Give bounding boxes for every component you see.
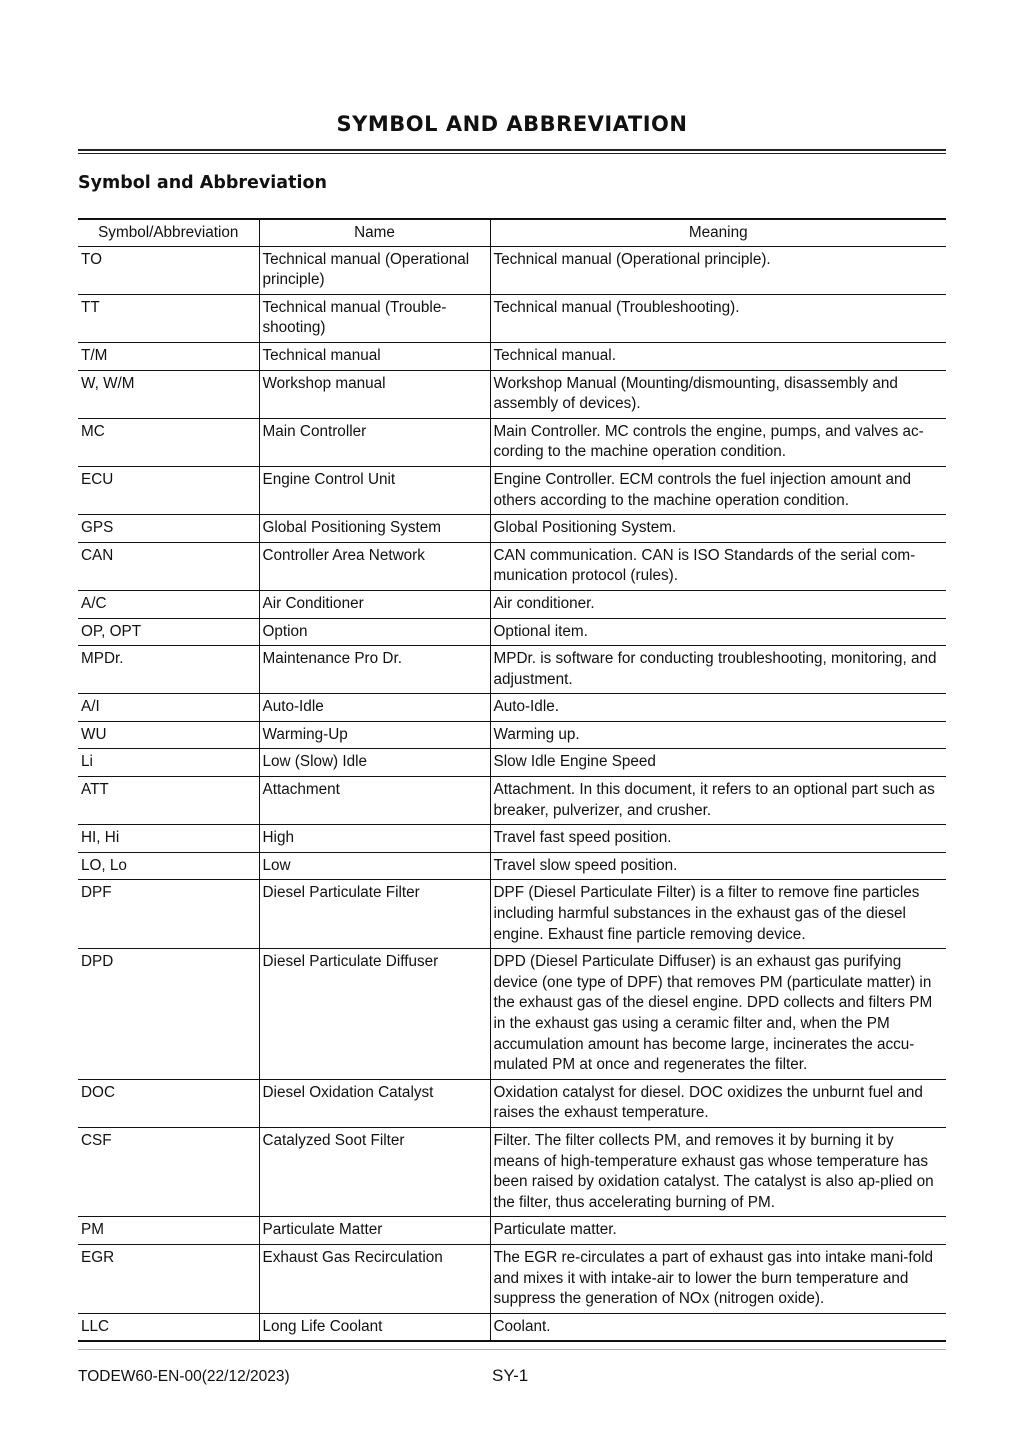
meaning-cell: Filter. The filter collects PM, and removes it by burning it by means of high-temperature exhaust gas whose temperature has been raised by oxidation catalyst. The catalyst is also ap-plied on the filter, thus accelerating burning of PM. (490, 1127, 946, 1216)
meaning-cell: Optional item. (490, 618, 946, 646)
table-row (78, 646, 946, 694)
name-cell: Exhaust Gas Recirculation (259, 1244, 490, 1313)
name-cell: Option (259, 618, 490, 646)
name-cell: Workshop manual (259, 370, 490, 418)
symbol-cell: MPDr. (78, 646, 259, 694)
symbol-cell: T/M (78, 342, 259, 370)
table-row (78, 777, 946, 825)
table-row (78, 721, 946, 749)
table-row (78, 418, 946, 466)
name-cell: Attachment (259, 777, 490, 825)
table-row (78, 590, 946, 618)
name-cell: Warming-Up (259, 721, 490, 749)
meaning-cell: Technical manual (Operational principle). (490, 246, 946, 294)
meaning-cell: Global Positioning System. (490, 515, 946, 543)
symbol-cell: TO (78, 246, 259, 294)
meaning-cell: Engine Controller. ECM controls the fuel injection amount and others according to the machine operation condition. (490, 466, 946, 514)
name-cell: Maintenance Pro Dr. (259, 646, 490, 694)
symbol-cell: A/C (78, 590, 259, 618)
meaning-cell: Slow Idle Engine Speed (490, 749, 946, 777)
table-row (78, 949, 946, 1080)
symbol-cell: OP, OPT (78, 618, 259, 646)
name-cell: Auto-Idle (259, 694, 490, 722)
table-header-row (78, 219, 946, 246)
name-cell: Engine Control Unit (259, 466, 490, 514)
name-cell: Technical manual (259, 342, 490, 370)
name-cell: Main Controller (259, 418, 490, 466)
symbol-cell: A/I (78, 694, 259, 722)
table-row (78, 825, 946, 853)
symbol-cell: GPS (78, 515, 259, 543)
symbol-cell: CSF (78, 1127, 259, 1216)
name-cell: Air Conditioner (259, 590, 490, 618)
symbol-cell: ATT (78, 777, 259, 825)
page-title: SYMBOL AND ABBREVIATION (336, 112, 688, 136)
table-row (78, 246, 946, 294)
name-cell: High (259, 825, 490, 853)
symbol-cell: EGR (78, 1244, 259, 1313)
symbol-cell: DOC (78, 1079, 259, 1127)
symbol-cell: HI, Hi (78, 825, 259, 853)
symbol-cell: PM (78, 1217, 259, 1245)
symbol-cell: LLC (81, 1317, 110, 1335)
meaning-cell: The EGR re-circulates a part of exhaust gas into intake mani-fold and mixes it with intake-air to lower the burn temperature and suppress the generation of NOx (nitrogen oxide). (490, 1244, 946, 1313)
table-row (78, 515, 946, 543)
symbol-cell: Li (78, 749, 259, 777)
meaning-cell: Technical manual. (490, 342, 946, 370)
symbol-cell: DPD (78, 949, 259, 1080)
table-row (78, 294, 946, 342)
meaning-cell: Workshop Manual (Mounting/dismounting, disassembly and assembly of devices). (490, 370, 946, 418)
symbol-cell: WU (78, 721, 259, 749)
table-row (78, 694, 946, 722)
name-cell: Catalyzed Soot Filter (259, 1127, 490, 1216)
table-row (78, 852, 946, 880)
meaning-cell: Air conditioner. (490, 590, 946, 618)
column-header-meaning: Meaning (490, 219, 946, 246)
table-row (78, 1244, 946, 1313)
name-cell: Low (259, 852, 490, 880)
name-cell: Particulate Matter (259, 1217, 490, 1245)
table-row (78, 342, 946, 370)
symbol-cell: CAN (78, 542, 259, 590)
table-row (78, 749, 946, 777)
table-row (78, 370, 946, 418)
name-cell: Global Positioning System (259, 515, 490, 543)
table-row (78, 618, 946, 646)
title-rule-thin (78, 153, 946, 154)
abbreviation-table (78, 218, 946, 1342)
meaning-cell: Warming up. (490, 721, 946, 749)
symbol-cell: TT (78, 294, 259, 342)
name-cell: Diesel Particulate Filter (259, 880, 490, 949)
table-row (78, 880, 946, 949)
table-body (78, 246, 946, 1341)
meaning-cell: Main Controller. MC controls the engine, pumps, and valves ac-cording to the machine operation condition. (490, 418, 946, 466)
table-row (78, 1217, 946, 1245)
meaning-cell: Particulate matter. (490, 1217, 946, 1245)
meaning-cell: Travel fast speed position. (490, 825, 946, 853)
title-rule (78, 149, 946, 151)
meaning-cell: Attachment. In this document, it refers to an optional part such as breaker, pulverizer, and crusher. (490, 777, 946, 825)
name-cell: Low (Slow) Idle (259, 749, 490, 777)
symbol-cell: MC (78, 418, 259, 466)
symbol-cell: LO, Lo (78, 852, 259, 880)
name-cell: Diesel Oxidation Catalyst (259, 1079, 490, 1127)
symbol-cell: ECU (78, 466, 259, 514)
name-cell: Controller Area Network (259, 542, 490, 590)
page-number: SY-1 (492, 1366, 529, 1385)
name-cell: Long Life Coolant (259, 1313, 490, 1341)
meaning-cell: Auto-Idle. (490, 694, 946, 722)
meaning-cell: DPF (Diesel Particulate Filter) is a filter to remove fine particles including harmful substances in the exhaust gas of the diesel engine. Exhaust fine particle removing device. (490, 880, 946, 949)
meaning-cell: Technical manual (Troubleshooting). (490, 294, 946, 342)
meaning-cell: Oxidation catalyst for diesel. DOC oxidizes the unburnt fuel and raises the exhaust temperature. (490, 1079, 946, 1127)
symbol-cell: W, W/M (78, 370, 259, 418)
meaning-cell: Travel slow speed position. (490, 852, 946, 880)
table-row (78, 542, 946, 590)
meaning-cell: DPD (Diesel Particulate Diffuser) is an exhaust gas purifying device (one type of DPF) that removes PM (particulate matter) in the exhaust gas of the diesel engine. DPD collects and filters PM in the exhaust gas using a ceramic filter and, when the PM accumulation amount has become large, incinerates the accu-mulated PM at once and regenerates the filter. (490, 949, 946, 1080)
name-cell: Technical manual (Operational principle) (259, 246, 490, 294)
section-heading: Symbol and Abbreviation (78, 173, 327, 193)
name-cell: Technical manual (Trouble-shooting) (259, 294, 490, 342)
meaning-cell: MPDr. is software for conducting troubleshooting, monitoring, and adjustment. (490, 646, 946, 694)
meaning-cell: CAN communication. CAN is ISO Standards of the serial com-munication protocol (rules). (490, 542, 946, 590)
meaning-cell: Coolant. (490, 1313, 946, 1341)
footer-rule (78, 1349, 946, 1350)
table-row (78, 1313, 946, 1341)
document-code: TODEW60-EN-00(22/12/2023) (78, 1368, 290, 1385)
table-row (78, 466, 946, 514)
symbol-cell: DPF (78, 880, 259, 949)
table-row (78, 1127, 946, 1216)
name-cell: Diesel Particulate Diffuser (259, 949, 490, 1080)
column-header-symbol: Symbol/Abbreviation (78, 219, 259, 246)
column-header-name: Name (259, 219, 490, 246)
table-row (78, 1079, 946, 1127)
